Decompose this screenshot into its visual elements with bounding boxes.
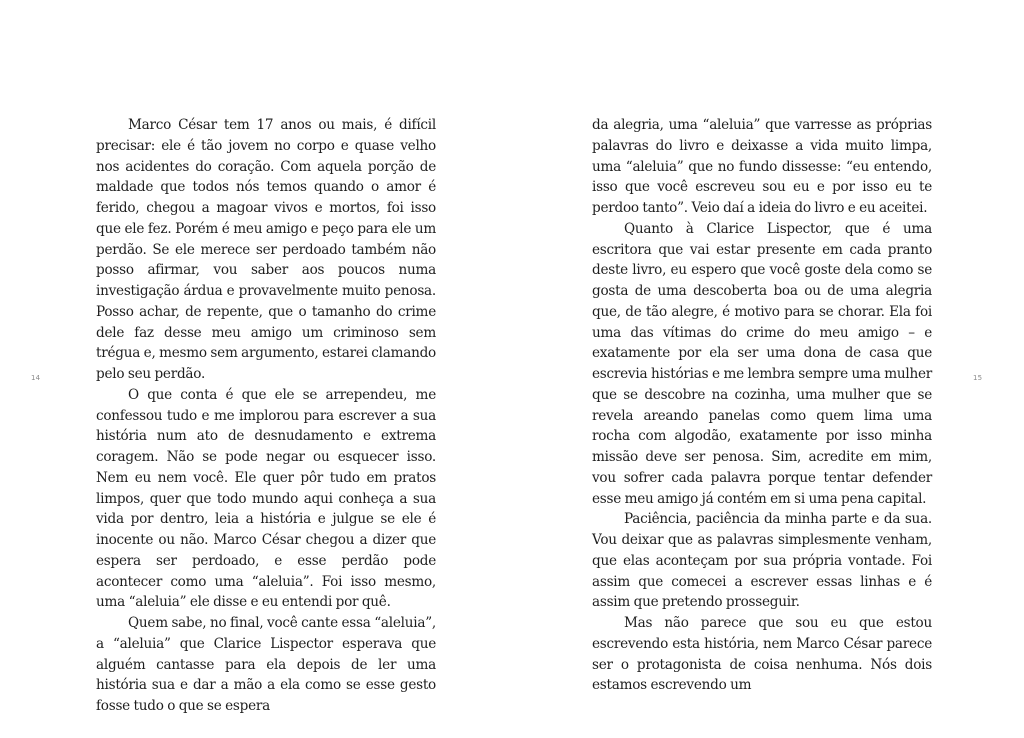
right-page-text xyxy=(592,115,932,696)
paragraph: O que conta é que ele se arrependeu, me confessou tudo e me implorou para escrever a sua história num ato de desnudamento e extrema coragem. Não se pode negar ou esquecer isso. Nem eu nem você. Ele quer pôr tudo em pratos limpos, quer que todo mundo aqui conheça a sua vida por dentro, leia a história e julgue se ele é inocente ou não. Marco César chegou a dizer que espera ser perdoado, e esse perdão pode acontecer como uma “aleluia”. Foi isso mesmo, uma “aleluia” ele disse e eu entendi por quê. xyxy=(96,386,436,611)
paragraph: Quanto à Clarice Lispector, que é uma escritora que vai estar presente em cada pranto deste livro, eu espero que você goste dela como se gosta de uma descoberta boa ou de uma alegria que, de tão alegre, é motivo para se chorar. Ela foi uma das vítimas do crime do meu amigo – e exatamente por ela ser uma dona de casa que escrevia histórias e me lembra sempre uma mulher que se descobre na cozinha, uma mulher que se revela areando panelas como quem lima uma rocha com algodão, exatamente por isso minha missão deve ser penosa. Sim, acredite em mim, vou sofrer cada palavra porque tentar defender esse meu amigo já contém em si uma pena capital. xyxy=(592,220,932,507)
paragraph: Paciência, paciência da minha parte e da sua. Vou deixar que as palavras simplesmente venham, que elas aconteçam por sua própria vontade. Foi assim que comecei a escrever essas linhas e é assim que pretendo prosseguir. xyxy=(592,511,932,611)
paragraph: Marco César tem 17 anos ou mais, é difícil precisar: ele é tão jovem no corpo e quase velho nos acidentes do coração. Com aquela porção de maldade que todos nós temos quando o amor é ferido, chegou a magoar vivos e mortos, foi isso que ele fez. Porém é meu amigo e peço para ele um perdão. Se ele merece ser perdoado também não posso afirmar, vou saber aos poucos numa investigação árdua e provavelmente muito penosa. Posso achar, de repente, que o tamanho do crime dele faz desse meu amigo um criminoso sem trégua e, mesmo sem argumento, estarei clamando pelo seu perdão. xyxy=(96,117,436,382)
right-page xyxy=(512,0,1024,736)
paragraph: Quem sabe, no final, você cante essa “aleluia”, a “aleluia” que Clarice Lispector esperava que alguém cantasse para ela depois de ler uma história sua e dar a mão a ela como se esse gesto fosse tudo o que se espera xyxy=(96,615,436,714)
paragraph: Mas não parece que sou eu que estou escrevendo esta história, nem Marco César parece ser o protagonista de coisa nenhuma. Nós dois estamos escrevendo um xyxy=(592,615,932,694)
page-number: 14 xyxy=(31,374,41,382)
left-page-text xyxy=(96,115,436,738)
paragraph: da alegria, uma “aleluia” que varresse as próprias palavras do livro e deixasse a vida muito limpa, uma “aleluia” que no fundo dissesse: “eu entendo, isso que você escreveu sou eu e por isso eu te perdoo tanto”. Veio daí a ideia do livro e eu aceitei. xyxy=(592,117,932,216)
left-page xyxy=(0,0,512,736)
page-number: 15 xyxy=(973,374,983,382)
